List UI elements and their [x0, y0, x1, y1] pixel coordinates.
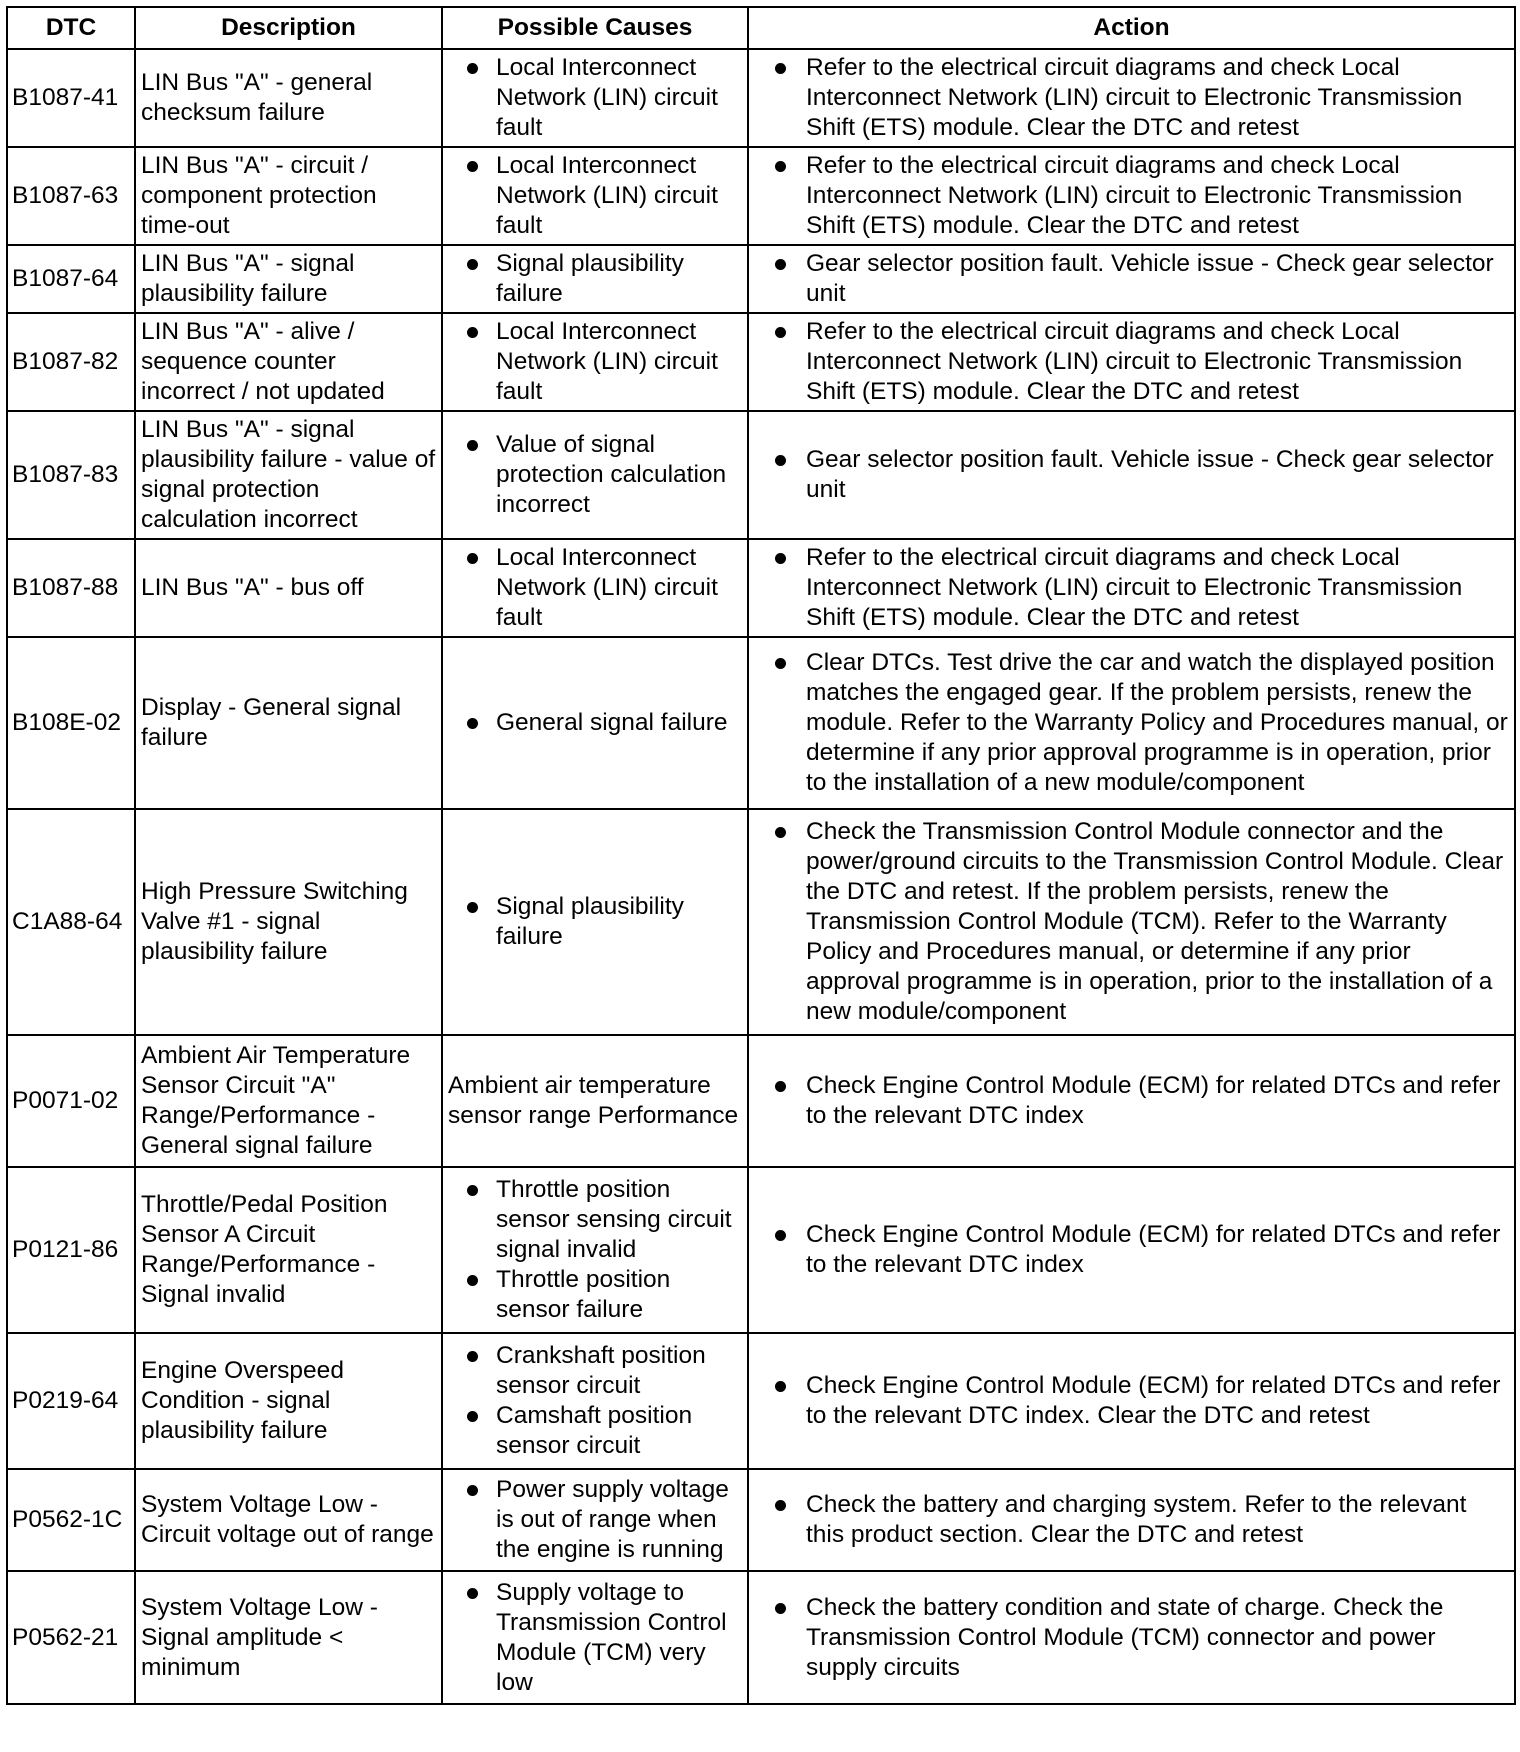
cause-item: Local Interconnect Network (LIN) circuit fault	[448, 151, 742, 241]
cause-item: Value of signal protection calculation incorrect	[448, 430, 742, 520]
cause-item: Power supply voltage is out of range when the engine is running	[448, 1475, 742, 1565]
possible-causes	[442, 1571, 748, 1704]
cause-item: Crankshaft position sensor circuit	[448, 1341, 742, 1401]
cause-item: Throttle position sensor failure	[448, 1265, 742, 1325]
action-item: Refer to the electrical circuit diagrams and check Local Interconnect Network (LIN) circuit to Electronic Transmission Shift (ETS) module. Clear the DTC and retest	[754, 317, 1509, 407]
cause-item: Local Interconnect Network (LIN) circuit fault	[448, 317, 742, 407]
dtc-description: Engine Overspeed Condition - signal plausibility failure	[135, 1333, 442, 1469]
header-action: Action	[748, 7, 1515, 49]
possible-causes	[442, 539, 748, 637]
table-row	[7, 245, 1515, 313]
possible-causes	[442, 1333, 748, 1469]
cause-item: Throttle position sensor sensing circuit signal invalid	[448, 1175, 742, 1265]
possible-causes	[442, 637, 748, 809]
dtc-code: C1A88-64	[7, 809, 135, 1035]
dtc-description: Throttle/Pedal Position Sensor A Circuit Range/Performance - Signal invalid	[135, 1167, 442, 1333]
dtc-description: LIN Bus "A" - circuit / component protection time-out	[135, 147, 442, 245]
table-row	[7, 1571, 1515, 1704]
action	[748, 1571, 1515, 1704]
cause-item: Signal plausibility failure	[448, 892, 742, 952]
action	[748, 245, 1515, 313]
dtc-code: P0562-1C	[7, 1469, 135, 1571]
action-item: Check the battery condition and state of charge. Check the Transmission Control Module (TCM) connector and power supply circuits	[754, 1593, 1509, 1683]
possible-causes	[442, 1167, 748, 1333]
dtc-code: B1087-64	[7, 245, 135, 313]
table-header	[7, 7, 1515, 49]
possible-causes	[442, 49, 748, 147]
dtc-description: High Pressure Switching Valve #1 - signal plausibility failure	[135, 809, 442, 1035]
table-row	[7, 313, 1515, 411]
table-row	[7, 1469, 1515, 1571]
action-item: Check the Transmission Control Module connector and the power/ground circuits to the Transmission Control Module. Clear the DTC and retest. If the problem persists, renew the Transmission Control Module (TCM). Refer to the Warranty Policy and Procedures manual, or determine if any prior approval programme is in operation, prior to the installation of a new module/component	[754, 817, 1509, 1027]
table-row	[7, 1333, 1515, 1469]
action	[748, 637, 1515, 809]
action-item: Check the battery and charging system. Refer to the relevant this product section. Clear the DTC and retest	[754, 1490, 1509, 1550]
dtc-description: Ambient Air Temperature Sensor Circuit "A" Range/Performance - General signal failure	[135, 1035, 442, 1167]
dtc-description: LIN Bus "A" - bus off	[135, 539, 442, 637]
action	[748, 1333, 1515, 1469]
dtc-description: LIN Bus "A" - signal plausibility failure - value of signal protection calculation incorrect	[135, 411, 442, 539]
header-row	[7, 7, 1515, 49]
action	[748, 147, 1515, 245]
possible-causes	[442, 147, 748, 245]
action	[748, 1167, 1515, 1333]
action-item: Check Engine Control Module (ECM) for related DTCs and refer to the relevant DTC index	[754, 1220, 1509, 1280]
action	[748, 49, 1515, 147]
table-row	[7, 147, 1515, 245]
action	[748, 1469, 1515, 1571]
dtc-code: B1087-41	[7, 49, 135, 147]
possible-causes	[442, 411, 748, 539]
dtc-description: System Voltage Low - Circuit voltage out of range	[135, 1469, 442, 1571]
action	[748, 539, 1515, 637]
dtc-code: P0219-64	[7, 1333, 135, 1469]
action-item: Refer to the electrical circuit diagrams and check Local Interconnect Network (LIN) circuit to Electronic Transmission Shift (ETS) module. Clear the DTC and retest	[754, 151, 1509, 241]
possible-causes	[442, 809, 748, 1035]
action-item: Gear selector position fault. Vehicle issue - Check gear selector unit	[754, 249, 1509, 309]
dtc-code: P0071-02	[7, 1035, 135, 1167]
dtc-description: System Voltage Low - Signal amplitude < minimum	[135, 1571, 442, 1704]
header-possible-causes: Possible Causes	[442, 7, 748, 49]
action-item: Refer to the electrical circuit diagrams and check Local Interconnect Network (LIN) circuit to Electronic Transmission Shift (ETS) module. Clear the DTC and retest	[754, 543, 1509, 633]
action	[748, 411, 1515, 539]
dtc-code: B1087-82	[7, 313, 135, 411]
cause-item: Supply voltage to Transmission Control Module (TCM) very low	[448, 1578, 742, 1698]
table-row	[7, 1035, 1515, 1167]
cause-item: Local Interconnect Network (LIN) circuit fault	[448, 543, 742, 633]
dtc-code: B108E-02	[7, 637, 135, 809]
table-row	[7, 1167, 1515, 1333]
dtc-description: LIN Bus "A" - alive / sequence counter incorrect / not updated	[135, 313, 442, 411]
possible-causes	[442, 1469, 748, 1571]
action	[748, 313, 1515, 411]
cause-item: Signal plausibility failure	[448, 249, 742, 309]
table-row	[7, 809, 1515, 1035]
table-row	[7, 411, 1515, 539]
dtc-description: LIN Bus "A" - signal plausibility failure	[135, 245, 442, 313]
dtc-code: B1087-88	[7, 539, 135, 637]
action-item: Gear selector position fault. Vehicle issue - Check gear selector unit	[754, 445, 1509, 505]
dtc-code: P0121-86	[7, 1167, 135, 1333]
dtc-description: Display - General signal failure	[135, 637, 442, 809]
table-body	[7, 49, 1515, 1704]
action-item: Check Engine Control Module (ECM) for related DTCs and refer to the relevant DTC index	[754, 1071, 1509, 1131]
table-row	[7, 49, 1515, 147]
action-item: Refer to the electrical circuit diagrams and check Local Interconnect Network (LIN) circuit to Electronic Transmission Shift (ETS) module. Clear the DTC and retest	[754, 53, 1509, 143]
dtc-description: LIN Bus "A" - general checksum failure	[135, 49, 442, 147]
header-dtc: DTC	[7, 7, 135, 49]
action-item: Clear DTCs. Test drive the car and watch the displayed position matches the engaged gear. If the problem persists, renew the module. Refer to the Warranty Policy and Procedures manual, or determine if any prior approval programme is in operation, prior to the installation of a new module/component	[754, 648, 1509, 798]
possible-causes	[442, 245, 748, 313]
cause-item: Camshaft position sensor circuit	[448, 1401, 742, 1461]
possible-causes: Ambient air temperature sensor range Performance	[442, 1035, 748, 1167]
cause-item: General signal failure	[448, 708, 742, 738]
action	[748, 809, 1515, 1035]
dtc-table-page	[6, 6, 1514, 1705]
dtc-code: P0562-21	[7, 1571, 135, 1704]
table-row	[7, 539, 1515, 637]
dtc-code: B1087-63	[7, 147, 135, 245]
table-row	[7, 637, 1515, 809]
action-item: Check Engine Control Module (ECM) for related DTCs and refer to the relevant DTC index. Clear the DTC and retest	[754, 1371, 1509, 1431]
dtc-table	[6, 6, 1516, 1705]
dtc-code: B1087-83	[7, 411, 135, 539]
cause-item: Local Interconnect Network (LIN) circuit fault	[448, 53, 742, 143]
action	[748, 1035, 1515, 1167]
header-description: Description	[135, 7, 442, 49]
possible-causes	[442, 313, 748, 411]
